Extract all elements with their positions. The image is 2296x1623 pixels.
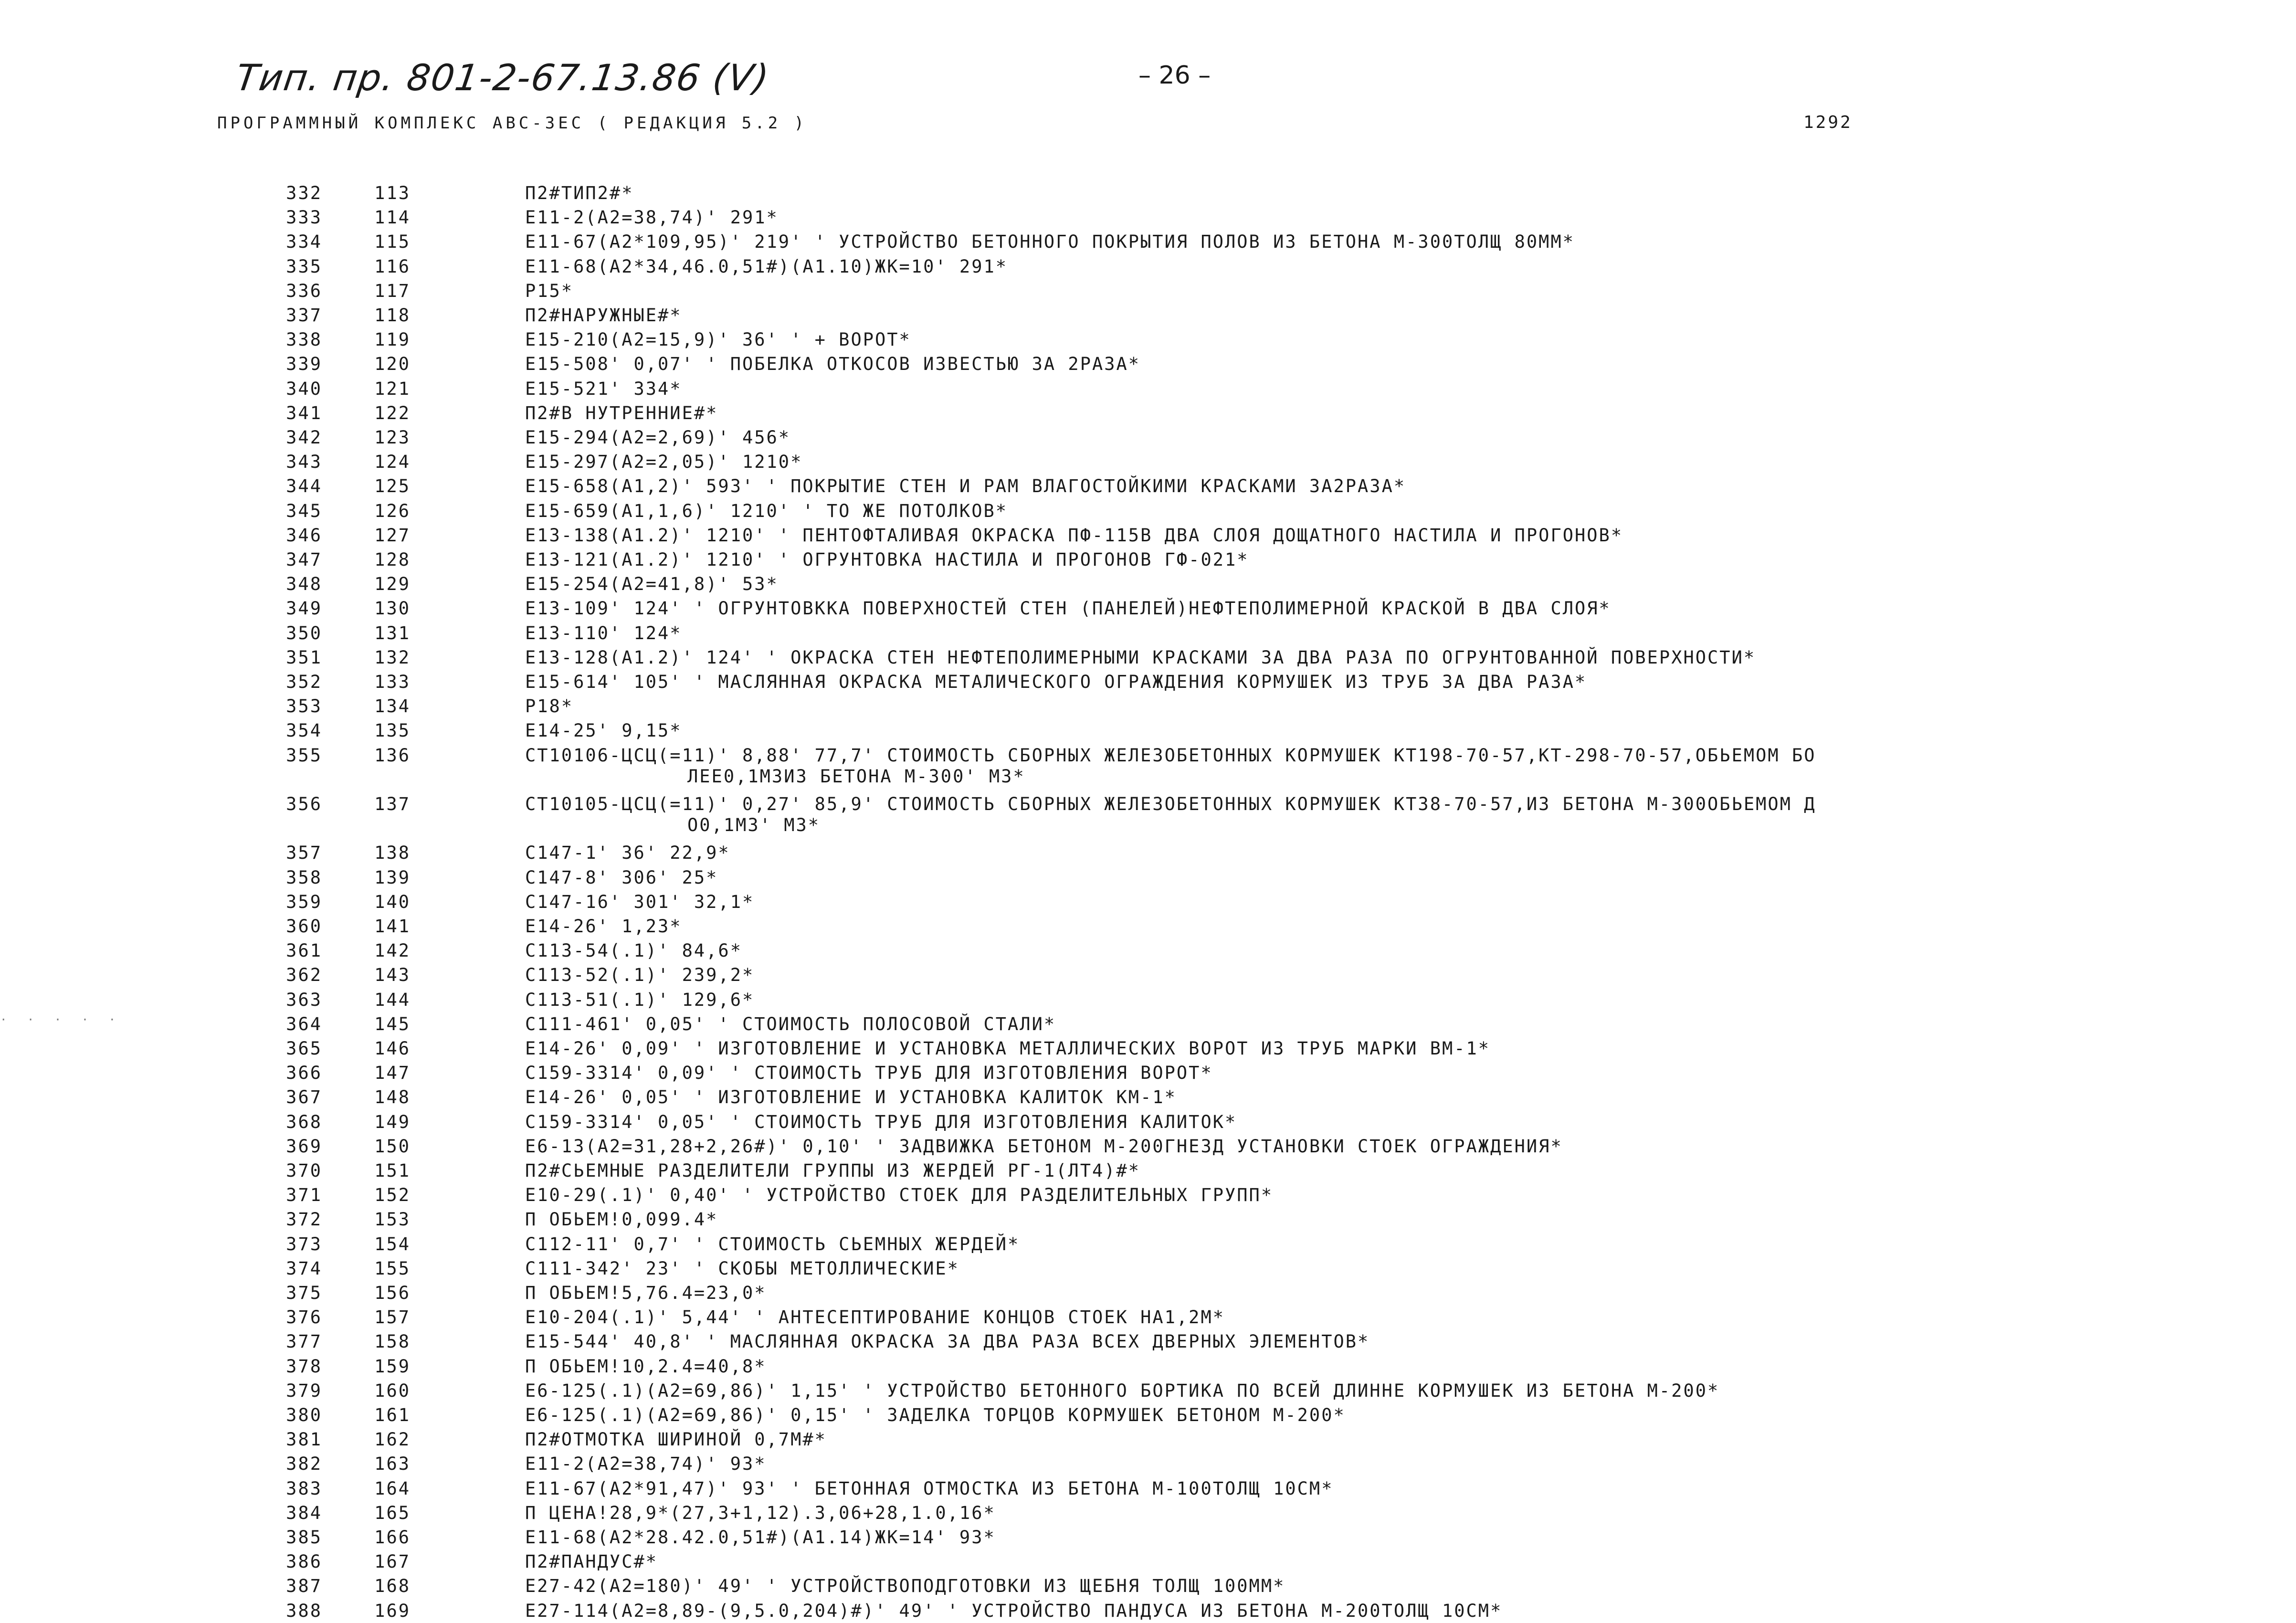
- statement-number: 126: [374, 501, 411, 521]
- statement-number: 169: [374, 1601, 411, 1621]
- line-number: 338: [286, 329, 322, 350]
- statement-number: 116: [374, 256, 411, 277]
- statement-text: П ОБЬЕМ!10,2.4=40,8*: [525, 1356, 767, 1377]
- line-number: 361: [286, 940, 322, 961]
- statement-number: 132: [374, 647, 411, 668]
- statement-text: Е14-26' 0,09' ' ИЗГОТОВЛЕНИЕ И УСТАНОВКА МЕТАЛЛИЧЕСКИХ ВОРОТ ИЗ ТРУБ МАРКИ ВМ-1*: [525, 1038, 1491, 1059]
- statement-number: 158: [374, 1331, 411, 1352]
- statement-text: П2#ТИП2#*: [525, 183, 634, 203]
- line-number: 363: [286, 990, 322, 1010]
- statement-number: 154: [374, 1234, 411, 1254]
- statement-number: 153: [374, 1209, 411, 1230]
- line-number: 381: [286, 1429, 322, 1450]
- line-number: 383: [286, 1478, 322, 1499]
- sheet-number: 1292: [1803, 113, 1853, 132]
- statement-number: 165: [374, 1503, 411, 1523]
- statement-number: 135: [374, 720, 411, 741]
- statement-text: П2#ОТМОТКА ШИРИНОЙ 0,7М#*: [525, 1429, 827, 1450]
- statement-text: Е11-68(А2*34,46.0,51#)(А1.10)ЖК=10' 291*: [525, 256, 1008, 277]
- line-number: 358: [286, 867, 322, 888]
- page-number: – 26 –: [1138, 61, 1211, 90]
- statement-number: 150: [374, 1136, 411, 1157]
- line-number: 375: [286, 1283, 322, 1303]
- line-number: 333: [286, 207, 322, 228]
- statement-text: Е15-508' 0,07' ' ПОБЕЛКА ОТКОСОВ ИЗВЕСТЬЮ ЗА 2РАЗА*: [525, 354, 1141, 374]
- line-number: 335: [286, 256, 322, 277]
- statement-text: Е13-109' 124' ' ОГРУНТОВККА ПОВЕРХНОСТЕЙ СТЕН (ПАНЕЛЕЙ)НЕФТЕПОЛИМЕРНОЙ КРАСКОЙ В ДВА СЛОЯ*: [525, 598, 1611, 619]
- statement-text: Е10-204(.1)' 5,44' ' АНТЕСЕПТИРОВАНИЕ КОНЦОВ СТОЕК НА1,2М*: [525, 1307, 1225, 1328]
- statement-number: 121: [374, 379, 411, 399]
- statement-text: П2#НАРУЖНЫЕ#*: [525, 305, 682, 326]
- line-number: 365: [286, 1038, 322, 1059]
- program-line: ПРОГРАММНЫЙ КОМПЛЕКС АВС-3ЕС ( РЕДАКЦИЯ 5.2 ): [217, 114, 808, 133]
- statement-number: 160: [374, 1381, 411, 1401]
- line-number: 370: [286, 1160, 322, 1181]
- statement-number: 149: [374, 1112, 411, 1132]
- line-number: 364: [286, 1014, 322, 1034]
- statement-text: Е15-297(А2=2,05)' 1210*: [525, 452, 803, 472]
- statement-text: Е15-254(А2=41,8)' 53*: [525, 574, 779, 594]
- statement-number: 125: [374, 476, 411, 496]
- statement-number: 157: [374, 1307, 411, 1328]
- statement-text: Е10-29(.1)' 0,40' ' УСТРОЙСТВО СТОЕК ДЛЯ РАЗДЕЛИТЕЛЬНЫХ ГРУПП*: [525, 1185, 1274, 1205]
- line-number: 345: [286, 501, 322, 521]
- statement-number: 122: [374, 403, 411, 423]
- statement-number: 136: [374, 745, 411, 766]
- statement-number: 115: [374, 232, 411, 252]
- statement-number: 152: [374, 1185, 411, 1205]
- statement-text: Е13-128(А1.2)' 124' ' ОКРАСКА СТЕН НЕФТЕПОЛИМЕРНЫМИ КРАСКАМИ ЗА ДВА РАЗА ПО ОГРУНТОВАННОЙ ПОВЕРХНОСТИ*: [525, 647, 1756, 668]
- statement-text: Р15*: [525, 281, 574, 301]
- statement-text: Е6-125(.1)(А2=69,86)' 1,15' ' УСТРОЙСТВО БЕТОННОГО БОРТИКА ПО ВСЕЙ ДЛИННЕ КОРМУШЕК ИЗ БЕТОНА М-200*: [525, 1381, 1720, 1401]
- statement-continuation: О0,1М3' М3*: [687, 815, 821, 835]
- statement-text: Е27-42(А2=180)' 49' ' УСТРОЙСТВОПОДГОТОВКИ ИЗ ЩЕБНЯ ТОЛЩ 100ММ*: [525, 1576, 1285, 1596]
- line-number: 343: [286, 452, 322, 472]
- line-number: 351: [286, 647, 322, 668]
- line-number: 332: [286, 183, 322, 203]
- statement-number: 124: [374, 452, 411, 472]
- statement-text: П ЦЕНА!28,9*(27,3+1,12).3,06+28,1.0,16*: [525, 1503, 996, 1523]
- statement-text: Е6-125(.1)(А2=69,86)' 0,15' ' ЗАДЕЛКА ТОРЦОВ КОРМУШЕК БЕТОНОМ М-200*: [525, 1405, 1346, 1425]
- statement-text: Е15-544' 40,8' ' МАСЛЯННАЯ ОКРАСКА ЗА ДВА РАЗА ВСЕХ ДВЕРНЫХ ЭЛЕМЕНТОВ*: [525, 1331, 1370, 1352]
- statement-text: П ОБЬЕМ!0,099.4*: [525, 1209, 718, 1230]
- line-number: 356: [286, 794, 322, 814]
- statement-number: 137: [374, 794, 411, 814]
- line-number: 374: [286, 1258, 322, 1279]
- statement-number: 155: [374, 1258, 411, 1279]
- line-number: 371: [286, 1185, 322, 1205]
- statement-text: С112-11' 0,7' ' СТОИМОСТЬ СЬЕМНЫХ ЖЕРДЕЙ*: [525, 1234, 1020, 1254]
- statement-text: Е15-659(А1,1,6)' 1210' ' ТО ЖЕ ПОТОЛКОВ*: [525, 501, 1008, 521]
- statement-text: С159-3314' 0,05' ' СТОИМОСТЬ ТРУБ ДЛЯ ИЗГОТОВЛЕНИЯ КАЛИТОК*: [525, 1112, 1237, 1132]
- line-number: 357: [286, 843, 322, 863]
- handwritten-title: Тип. пр. 801-2-67.13.86 (V): [233, 56, 772, 99]
- line-number: 349: [286, 598, 322, 619]
- statement-number: 168: [374, 1576, 411, 1596]
- line-number: 337: [286, 305, 322, 326]
- line-number: 355: [286, 745, 322, 766]
- statement-text: Е13-121(А1.2)' 1210' ' ОГРУНТОВКА НАСТИЛА И ПРОГОНОВ ГФ-021*: [525, 549, 1249, 570]
- line-number: 373: [286, 1234, 322, 1254]
- statement-number: 144: [374, 990, 411, 1010]
- statement-number: 114: [374, 207, 411, 228]
- statement-text: Р18*: [525, 696, 574, 717]
- line-number: 342: [286, 427, 322, 448]
- statement-text: Е6-13(А2=31,28+2,26#)' 0,10' ' ЗАДВИЖКА БЕТОНОМ М-200ГНЕЗД УСТАНОВКИ СТОЕК ОГРАЖДЕНИЯ*: [525, 1136, 1563, 1157]
- statement-number: 128: [374, 549, 411, 570]
- statement-text: С147-1' 36' 22,9*: [525, 843, 730, 863]
- statement-text: Е13-110' 124*: [525, 623, 682, 643]
- statement-text: Е14-25' 9,15*: [525, 720, 682, 741]
- line-number: 348: [286, 574, 322, 594]
- statement-text: Е15-658(А1,2)' 593' ' ПОКРЫТИЕ СТЕН И РАМ ВЛАГОСТОЙКИМИ КРАСКАМИ ЗА2РАЗА*: [525, 476, 1406, 496]
- statement-number: 118: [374, 305, 411, 326]
- line-number: 347: [286, 549, 322, 570]
- statement-text: Е15-614' 105' ' МАСЛЯННАЯ ОКРАСКА МЕТАЛИЧЕСКОГО ОГРАЖДЕНИЯ КОРМУШЕК ИЗ ТРУБ ЗА ДВА РАЗА*: [525, 672, 1587, 692]
- line-number: 362: [286, 965, 322, 985]
- statement-number: 131: [374, 623, 411, 643]
- line-number: 387: [286, 1576, 322, 1596]
- statement-number: 151: [374, 1160, 411, 1181]
- statement-number: 162: [374, 1429, 411, 1450]
- line-number: 339: [286, 354, 322, 374]
- statement-number: 134: [374, 696, 411, 717]
- line-number: 379: [286, 1381, 322, 1401]
- statement-continuation: ЛЕЕ0,1М3ИЗ БЕТОНА М-300' М3*: [687, 766, 1025, 787]
- statement-number: 145: [374, 1014, 411, 1034]
- line-number: 354: [286, 720, 322, 741]
- statement-number: 161: [374, 1405, 411, 1425]
- line-number: 359: [286, 892, 322, 912]
- statement-number: 120: [374, 354, 411, 374]
- statement-text: Е14-26' 1,23*: [525, 916, 682, 937]
- statement-number: 142: [374, 940, 411, 961]
- statement-number: 119: [374, 329, 411, 350]
- statement-number: 138: [374, 843, 411, 863]
- statement-number: 113: [374, 183, 411, 203]
- line-number: 384: [286, 1503, 322, 1523]
- statement-number: 140: [374, 892, 411, 912]
- line-number: 360: [286, 916, 322, 937]
- line-number: 352: [286, 672, 322, 692]
- statement-text: С159-3314' 0,09' ' СТОИМОСТЬ ТРУБ ДЛЯ ИЗГОТОВЛЕНИЯ ВОРОТ*: [525, 1063, 1213, 1083]
- statement-text: Е13-138(А1.2)' 1210' ' ПЕНТОФТАЛИВАЯ ОКРАСКА ПФ-115В ДВА СЛОЯ ДОЩАТНОГО НАСТИЛА И ПРОГОНОВ*: [525, 525, 1623, 546]
- statement-text: Е27-114(А2=8,89-(9,5.0,204)#)' 49' ' УСТРОЙСТВО ПАНДУСА ИЗ БЕТОНА М-200ТОЛЩ 10СМ*: [525, 1601, 1503, 1621]
- margin-dots: · · · · ·: [0, 1013, 123, 1026]
- statement-number: 117: [374, 281, 411, 301]
- statement-number: 123: [374, 427, 411, 448]
- line-number: 376: [286, 1307, 322, 1328]
- line-number: 378: [286, 1356, 322, 1377]
- line-number: 350: [286, 623, 322, 643]
- statement-text: Е11-67(А2*91,47)' 93' ' БЕТОННАЯ ОТМОСТКА ИЗ БЕТОНА М-100ТОЛЩ 10СМ*: [525, 1478, 1334, 1499]
- line-number: 377: [286, 1331, 322, 1352]
- statement-text: С113-51(.1)' 129,6*: [525, 990, 755, 1010]
- statement-number: 147: [374, 1063, 411, 1083]
- statement-text: С111-461' 0,05' ' СТОИМОСТЬ ПОЛОСОВОЙ СТАЛИ*: [525, 1014, 1056, 1034]
- statement-text: С113-52(.1)' 239,2*: [525, 965, 755, 985]
- line-number: 346: [286, 525, 322, 546]
- statement-text: Е15-210(А2=15,9)' 36' ' + ВОРОТ*: [525, 329, 911, 350]
- statement-number: 141: [374, 916, 411, 937]
- line-number: 340: [286, 379, 322, 399]
- statement-text: Е14-26' 0,05' ' ИЗГОТОВЛЕНИЕ И УСТАНОВКА КАЛИТОК КМ-1*: [525, 1087, 1177, 1107]
- statement-text: СТ10105-ЦСЦ(=11)' 0,27' 85,9' СТОИМОСТЬ СБОРНЫХ ЖЕЛЕЗОБЕТОННЫХ КОРМУШЕК КТ38-70-57,ИЗ БЕТОНА М-300ОБЬЕМОМ Д: [525, 794, 1816, 814]
- statement-number: 163: [374, 1454, 411, 1474]
- statement-text: П ОБЬЕМ!5,76.4=23,0*: [525, 1283, 767, 1303]
- statement-number: 164: [374, 1478, 411, 1499]
- statement-text: П2#ПАНДУС#*: [525, 1551, 658, 1572]
- statement-text: Е11-2(А2=38,74)' 291*: [525, 207, 779, 228]
- statement-number: 139: [374, 867, 411, 888]
- line-number: 367: [286, 1087, 322, 1107]
- statement-text: Е15-294(А2=2,69)' 456*: [525, 427, 791, 448]
- line-number: 368: [286, 1112, 322, 1132]
- line-number: 372: [286, 1209, 322, 1230]
- line-number: 341: [286, 403, 322, 423]
- line-number: 353: [286, 696, 322, 717]
- statement-number: 129: [374, 574, 411, 594]
- statement-text: С113-54(.1)' 84,6*: [525, 940, 742, 961]
- statement-number: 166: [374, 1527, 411, 1548]
- statement-number: 167: [374, 1551, 411, 1572]
- line-number: 366: [286, 1063, 322, 1083]
- statement-text: Е11-2(А2=38,74)' 93*: [525, 1454, 767, 1474]
- statement-text: П2#СЬЕМНЫЕ РАЗДЕЛИТЕЛИ ГРУППЫ ИЗ ЖЕРДЕЙ РГ-1(ЛТ4)#*: [525, 1160, 1141, 1181]
- statement-number: 130: [374, 598, 411, 619]
- statement-number: 133: [374, 672, 411, 692]
- statement-text: С147-16' 301' 32,1*: [525, 892, 755, 912]
- line-number: 336: [286, 281, 322, 301]
- statement-number: 159: [374, 1356, 411, 1377]
- line-number: 369: [286, 1136, 322, 1157]
- statement-number: 127: [374, 525, 411, 546]
- statement-text: Е11-67(А2*109,95)' 219' ' УСТРОЙСТВО БЕТОННОГО ПОКРЫТИЯ ПОЛОВ ИЗ БЕТОНА М-300ТОЛЩ 80ММ*: [525, 232, 1575, 252]
- line-number: 382: [286, 1454, 322, 1474]
- statement-number: 148: [374, 1087, 411, 1107]
- line-number: 334: [286, 232, 322, 252]
- line-number: 344: [286, 476, 322, 496]
- statement-text: Е15-521' 334*: [525, 379, 682, 399]
- statement-number: 156: [374, 1283, 411, 1303]
- statement-number: 146: [374, 1038, 411, 1059]
- statement-text: С111-342' 23' ' СКОБЫ МЕТОЛЛИЧЕСКИЕ*: [525, 1258, 959, 1279]
- line-number: 380: [286, 1405, 322, 1425]
- line-number: 388: [286, 1601, 322, 1621]
- statement-text: С147-8' 306' 25*: [525, 867, 718, 888]
- line-number: 386: [286, 1551, 322, 1572]
- statement-text: СТ10106-ЦСЦ(=11)' 8,88' 77,7' СТОИМОСТЬ СБОРНЫХ ЖЕЛЕЗОБЕТОННЫХ КОРМУШЕК КТ198-70-57,КТ-298-70-57,ОБЬЕМОМ БО: [525, 745, 1816, 766]
- statement-text: П2#В НУТРЕННИЕ#*: [525, 403, 718, 423]
- line-number: 385: [286, 1527, 322, 1548]
- statement-number: 143: [374, 965, 411, 985]
- statement-text: Е11-68(А2*28.42.0,51#)(А1.14)ЖК=14' 93*: [525, 1527, 996, 1548]
